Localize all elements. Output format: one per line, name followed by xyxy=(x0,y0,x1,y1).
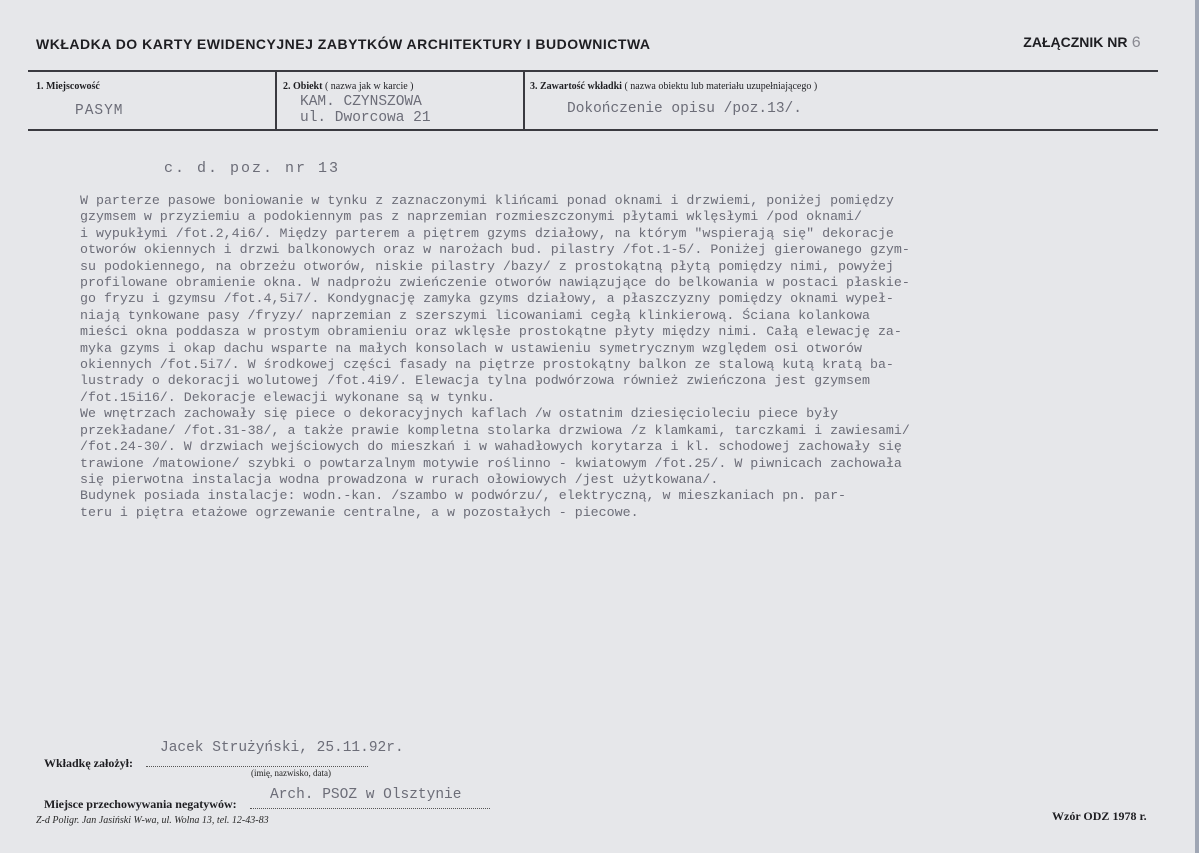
printer-imprint: Z-d Poligr. Jan Jasiński W-wa, ul. Wolna 13, tel. 12-43-83 xyxy=(36,815,269,826)
text-line: okiennych /fot.5i7/. W środkowej części fasady na piętrze prostokątny balkon ze stalową kutą kratą ba- xyxy=(80,357,894,373)
text-line: profilowane obramienie okna. W nadprożu zwieńczenie otworów nawiązujące do belkowania w postaci płaskie- xyxy=(80,275,910,291)
field-3-value: Dokończenie opisu /poz.13/. xyxy=(567,101,802,117)
text-line: i wypukłymi /fot.2,4i6/. Między parterem a piętrem gzyms działowy, na którym "wspierają się" dekoracje xyxy=(80,225,894,241)
continuation-heading: c. d. poz. nr 13 xyxy=(164,160,341,177)
text-line: W parterze pasowe boniowanie w tynku z zaznaczonymi klińcami ponad oknami i drzwiemi, poniżej pomiędzy xyxy=(80,193,894,208)
form-title: WKŁADKA DO KARTY EWIDENCYJNEJ ZABYTKÓW ARCHITEKTURY I BUDOWNICTWA xyxy=(36,36,651,52)
fields-bottom-rule xyxy=(28,129,1158,131)
field-1-label-text: 1. Miejscowość xyxy=(36,81,100,92)
text-line: otworów okiennych i drzwi balkonowych oraz w narożach bud. pilastry /fot.1-5/. Poniżej gierowanego gzym- xyxy=(80,242,910,258)
author-hint: (imię, nazwisko, data) xyxy=(251,768,331,778)
field-2-label-sub: ( nazwa jak w karcie ) xyxy=(324,81,414,92)
author-value: Jacek Strużyński, 25.11.92r. xyxy=(160,740,404,756)
field-1-label xyxy=(36,81,100,92)
attachment-number: 6 xyxy=(1131,34,1141,52)
text-line: trawione /matowione/ szybki o powtarzalnym motywie roślinno - kwiatowym /fot.25/. W piwnicach zachowała xyxy=(80,455,902,471)
author-dotted-line xyxy=(146,766,368,767)
storage-label: Miejsce przechowywania negatywów: xyxy=(44,797,237,811)
field-3-label-text: 3. Zawartość wkładki xyxy=(530,81,622,92)
text-line: gzymsem w przyziemiu a podokiennym pas z naprzemian rozmieszczonymi płytami wklęsłymi /pod oknami/ xyxy=(80,209,862,225)
text-line: mieści okna poddasza w prostym obramieniu oraz wklęsłe prostokątne płyty między nimi. Całą elewację za- xyxy=(80,324,902,340)
field-3-label xyxy=(530,81,817,92)
field-2-label-text: 2. Obiekt xyxy=(283,81,323,92)
text-line: się pierwotna instalacja wodna prowadzona w rurach ołowiowych /jest użytkowana/. xyxy=(80,471,719,487)
field-1-value: PASYM xyxy=(75,103,124,119)
text-line: /fot.24-30/. W drzwiach wejściowych do mieszkań i w wahadłowych korytarza i kl. schodowej zachowały się xyxy=(80,439,902,455)
storage-dotted-line xyxy=(250,808,490,809)
text-line: go fryzu i gzymsu /fot.4,5i7/. Kondygnację zamyka gzyms działowy, a płaszczyzny pomiędzy oknami wypeł- xyxy=(80,291,894,307)
text-line: /fot.15i16/. Dekoracje elewacji wykonane są w tynku. xyxy=(80,389,495,405)
text-line: myka gzyms i okap dachu wsparte na małych konsolach w ustawieniu symetrycznym względem osi otworów xyxy=(80,340,862,356)
field-divider-1 xyxy=(275,71,277,130)
text-line: We wnętrzach zachowały się piece o dekoracyjnych kaflach /w ostatnim dziesięcioleciu piece były xyxy=(80,406,839,422)
field-divider-2 xyxy=(523,71,525,130)
attachment-label-text: ZAŁĄCZNIK NR xyxy=(1023,34,1128,50)
text-line: su podokiennego, na obrzeżu otworów, niskie pilastry /bazy/ z prostokątną płytą pomiędzy nimi, powyżej xyxy=(80,258,894,274)
author-label: Wkładkę założył: xyxy=(44,756,133,770)
attachment-label xyxy=(1023,34,1141,52)
storage-value: Arch. PSOZ w Olsztynie xyxy=(270,787,462,803)
form-version: Wzór ODZ 1978 r. xyxy=(1052,809,1147,823)
card-edge xyxy=(1195,0,1199,853)
text-line: lustrady o dekoracji wolutowej /fot.4i9/. Elewacja tylna podwórzowa również zwieńczona jest gzymsem xyxy=(80,373,870,389)
text-line: Budynek posiada instalacje: wodn.-kan. /szambo w podwórzu/, elektryczną, w mieszkaniach pn. par- xyxy=(80,488,847,504)
description-text xyxy=(80,193,1140,521)
field-2-label xyxy=(283,81,414,92)
text-line: przekładane/ /fot.31-38/, a także prawie kompletna stolarka drzwiowa /z klamkami, tarczkami i zawiesami/ xyxy=(80,422,910,438)
field-2-value-line2: ul. Dworcowa 21 xyxy=(300,110,431,126)
field-2-value-line1: KAM. CZYNSZOWA xyxy=(300,94,422,110)
text-line: teru i piętra etażowe ogrzewanie centralne, a w pozostałych - piecowe. xyxy=(80,504,639,520)
field-3-label-sub: ( nazwa obiektu lub materiału uzupełniającego ) xyxy=(624,81,818,92)
top-rule xyxy=(28,70,1158,72)
text-line: niają tynkowane pasy /fryzy/ naprzemian z szerszymi licowaniami cegłą klinkierową. Ściana kolankowa xyxy=(80,307,870,323)
